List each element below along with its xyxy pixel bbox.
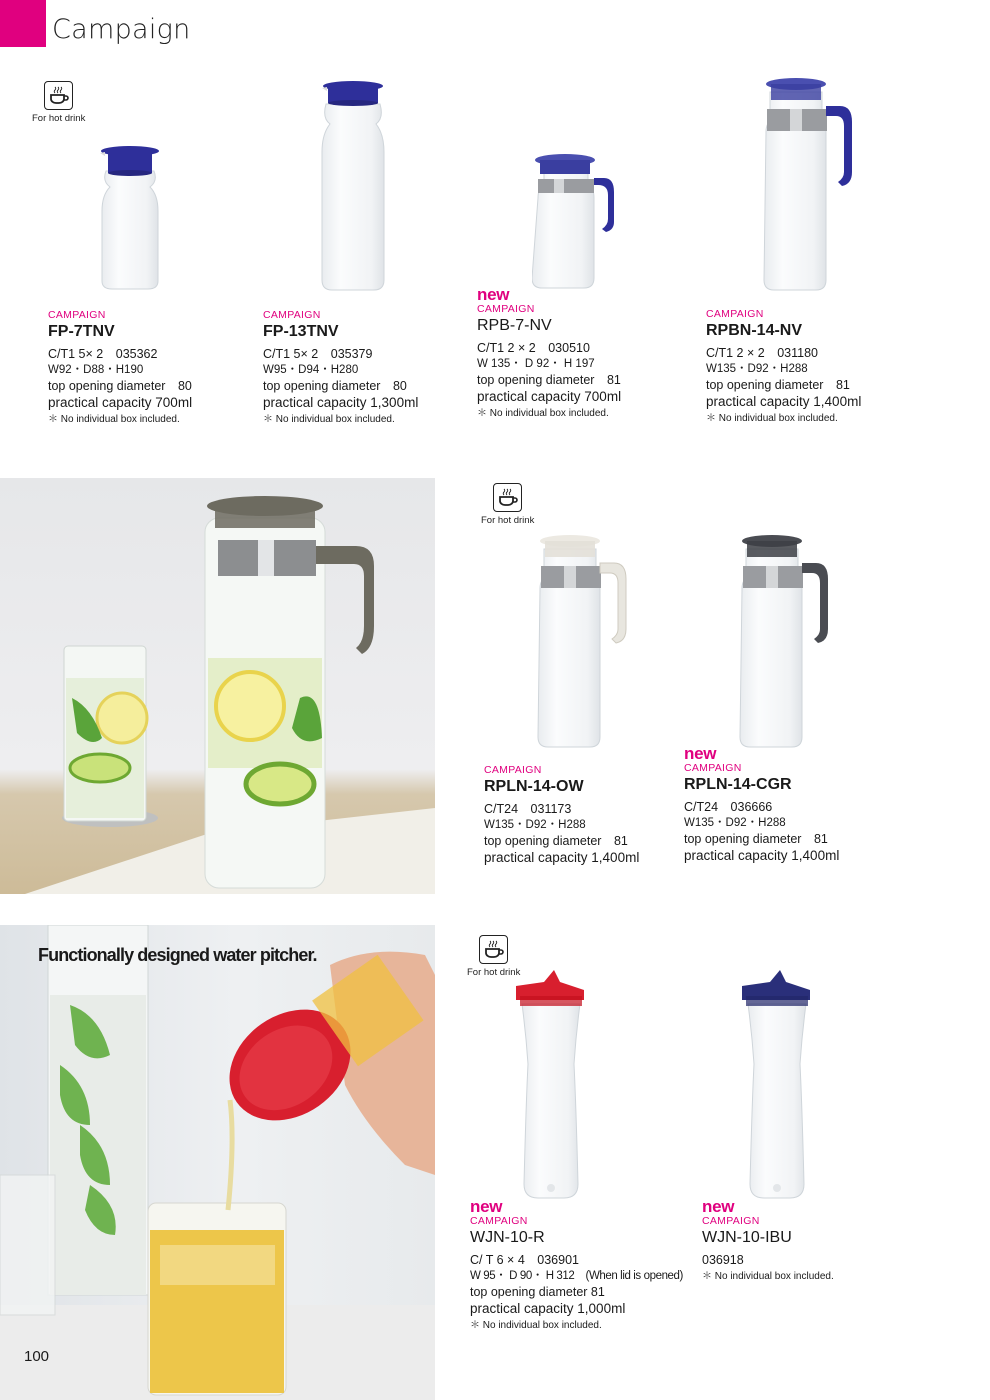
lifestyle-photo-pouring xyxy=(0,925,435,1400)
hot-cup-icon xyxy=(479,935,508,964)
opening-diameter: top opening diameter 81 xyxy=(470,1285,605,1299)
capacity: practical capacity 1,400ml xyxy=(484,850,640,865)
box-note: ＊ No individual box included. xyxy=(477,408,609,419)
product-info-rpbn-14-nv xyxy=(706,308,861,426)
opening-diameter: top opening diameter 81 xyxy=(477,373,621,387)
carton-spec: C/T24 031173 xyxy=(484,802,572,816)
campaign-label: CAMPAIGN xyxy=(48,309,106,321)
opening-diameter: top opening diameter 80 xyxy=(263,379,407,393)
carton-spec: C/ T 6 × 4 036901 xyxy=(470,1253,579,1267)
opening-diameter: top opening diameter 80 xyxy=(48,379,192,393)
capacity: practical capacity 1,400ml xyxy=(684,848,840,863)
box-note: ＊ No individual box included. xyxy=(48,414,180,425)
box-note: ＊ No individual box included. xyxy=(702,1271,834,1282)
jan-code: 036918 xyxy=(702,1253,744,1267)
campaign-label: CAMPAIGN xyxy=(706,308,764,320)
model-name: RPLN-14-CGR xyxy=(684,776,792,793)
carton-spec: C/T1 5× 2 035362 xyxy=(48,347,158,361)
product-info-rpln-14-ow xyxy=(484,764,639,866)
photo-caption: Functionally designed water pitcher. xyxy=(38,945,317,965)
opening-diameter: top opening diameter 81 xyxy=(684,832,828,846)
campaign-label: CAMPAIGN xyxy=(684,762,742,774)
product-image-rpln-14-ow xyxy=(536,533,631,751)
product-image-fp-13tnv xyxy=(318,78,388,293)
hot-drink-badge: For hot drink xyxy=(481,483,534,526)
product-image-wjn-10-r xyxy=(514,970,589,1202)
box-note: ＊ No individual box included. xyxy=(706,413,838,424)
dimensions: W 95・ D 90・ H 312 (When lid is opened) xyxy=(470,1270,683,1282)
capacity: practical capacity 1,300ml xyxy=(263,395,419,410)
hot-drink-badge: For hot drink xyxy=(32,81,85,124)
model-name: RPLN-14-OW xyxy=(484,778,584,795)
product-image-rpbn-14-nv xyxy=(762,76,857,294)
product-info-rpb-7-nv xyxy=(477,287,621,421)
capacity: practical capacity 700ml xyxy=(477,389,622,404)
product-image-wjn-10-ibu xyxy=(740,970,815,1202)
dimensions: W135・D92・H288 xyxy=(684,817,786,829)
new-badge: new xyxy=(702,1197,735,1216)
box-note: ＊ No individual box included. xyxy=(263,414,395,425)
dimensions: W135・D92・H288 xyxy=(706,363,808,375)
hot-drink-badge: For hot drink xyxy=(467,935,520,978)
lifestyle-photo-lemon-pitcher xyxy=(0,478,435,894)
model-name: RPB-7-NV xyxy=(477,317,552,334)
dimensions: W135・D92・H288 xyxy=(484,819,586,831)
carton-spec: C/T1 2 × 2 031180 xyxy=(706,346,818,360)
product-info-fp-7tnv xyxy=(48,309,192,427)
campaign-label: CAMPAIGN xyxy=(263,309,321,321)
campaign-label: CAMPAIGN xyxy=(470,1215,528,1227)
model-name: WJN-10-IBU xyxy=(702,1229,792,1246)
carton-spec: C/T24 036666 xyxy=(684,800,773,814)
model-name: FP-13TNV xyxy=(263,323,339,340)
new-badge: new xyxy=(684,744,717,763)
dimensions: W95・D94・H280 xyxy=(263,364,359,376)
opening-diameter: top opening diameter 81 xyxy=(484,834,628,848)
capacity: practical capacity 700ml xyxy=(48,395,193,410)
campaign-label: CAMPAIGN xyxy=(702,1215,760,1227)
hot-cup-icon xyxy=(44,81,73,110)
product-info-wjn-10-ibu xyxy=(702,1199,834,1284)
header-accent-block xyxy=(0,0,46,47)
carton-spec: C/T1 2 × 2 030510 xyxy=(477,341,590,355)
new-badge: new xyxy=(477,285,510,304)
model-name: RPBN-14-NV xyxy=(706,322,803,339)
product-image-fp-7tnv xyxy=(96,143,164,293)
opening-diameter: top opening diameter 81 xyxy=(706,378,850,392)
dimensions: W92・D88・H190 xyxy=(48,364,144,376)
hot-cup-icon xyxy=(493,483,522,512)
campaign-label: CAMPAIGN xyxy=(484,764,542,776)
box-note: ＊ No individual box included. xyxy=(470,1320,602,1331)
campaign-label: CAMPAIGN xyxy=(477,303,535,315)
product-info-rpln-14-cgr xyxy=(684,746,839,864)
capacity: practical capacity 1,000ml xyxy=(470,1301,626,1316)
new-badge: new xyxy=(470,1197,503,1216)
model-name: FP-7TNV xyxy=(48,323,115,340)
dimensions: W 135・ D 92・ H 197 xyxy=(477,358,595,370)
product-info-fp-13tnv xyxy=(263,309,418,427)
page-number: 100 xyxy=(24,1348,50,1365)
product-info-wjn-10-r xyxy=(470,1199,683,1333)
capacity: practical capacity 1,400ml xyxy=(706,394,862,409)
product-image-rpln-14-cgr xyxy=(738,533,833,751)
carton-spec: C/T1 5× 2 035379 xyxy=(263,347,373,361)
model-name: WJN-10-R xyxy=(470,1229,545,1246)
page-title: Campaign xyxy=(52,14,191,45)
product-image-rpb-7-nv xyxy=(532,152,620,292)
